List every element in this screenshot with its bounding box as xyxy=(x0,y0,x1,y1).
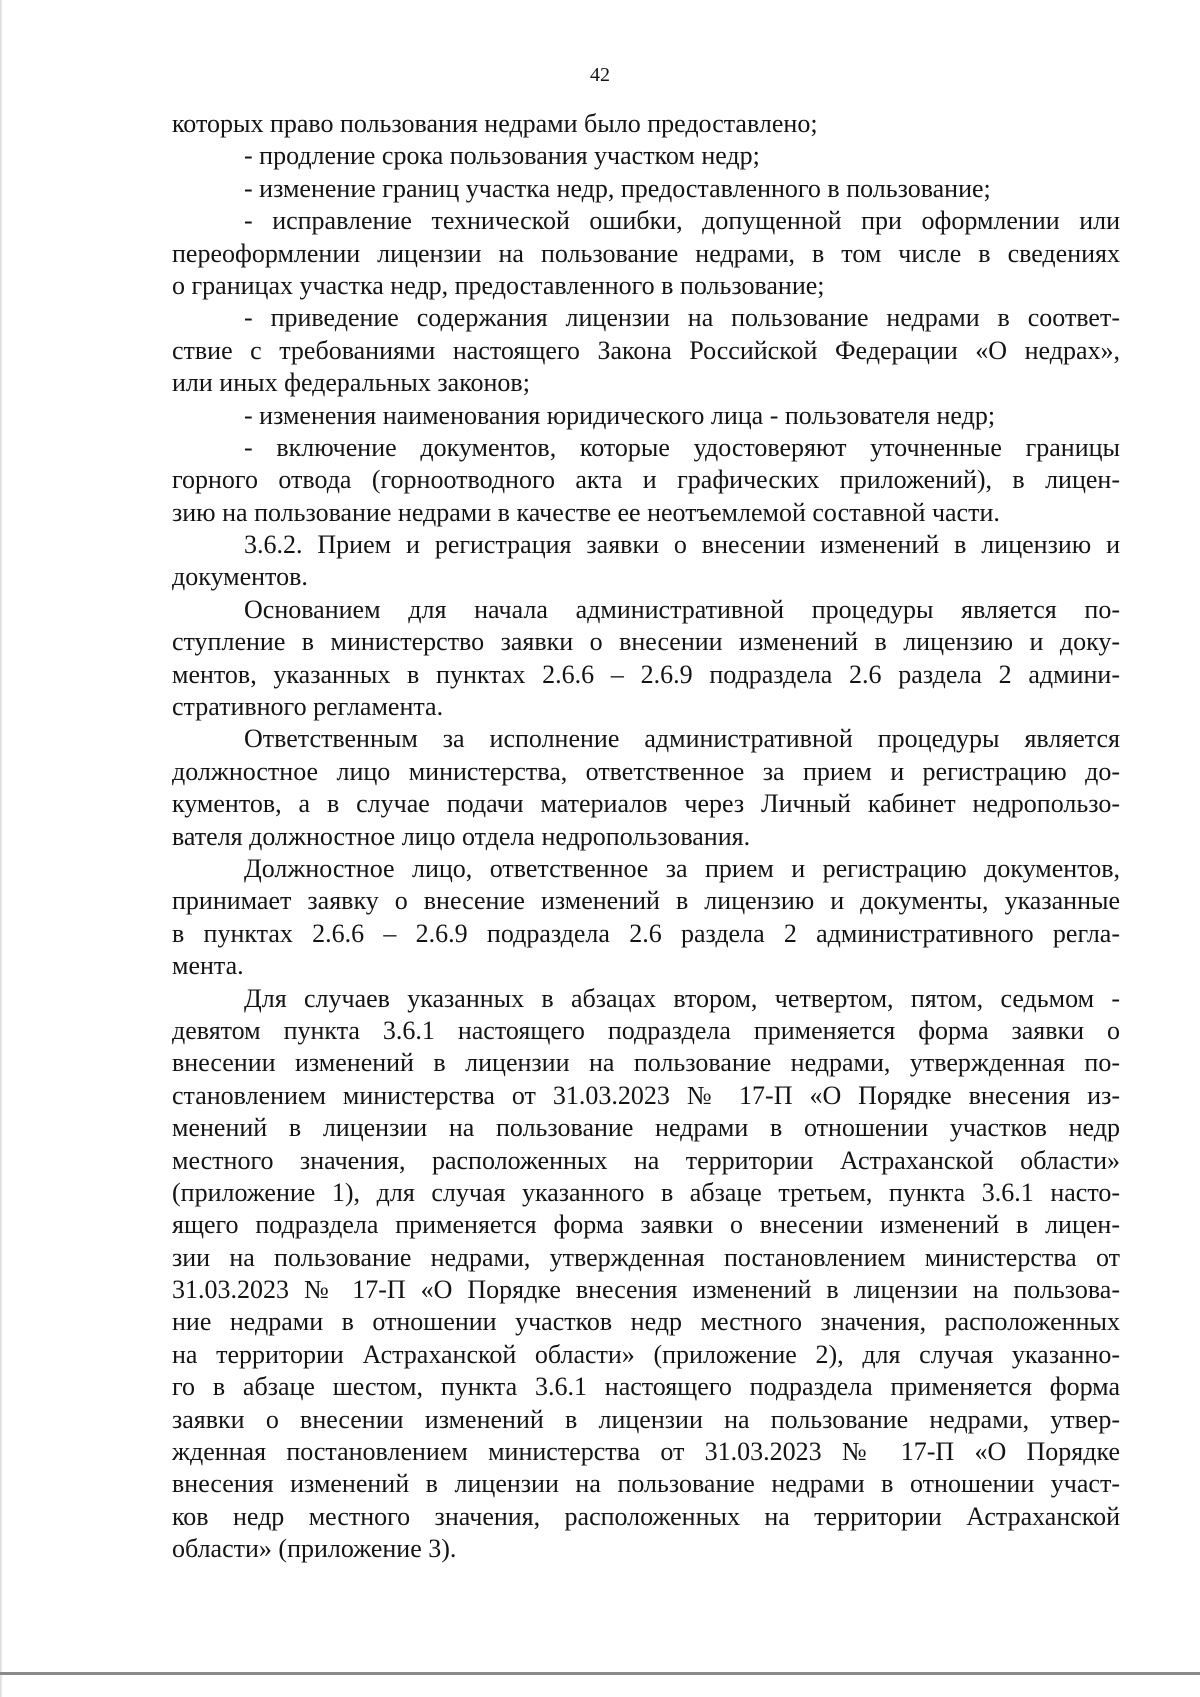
text-line: мента. xyxy=(172,951,244,981)
text-line: Для случаев указанных в абзацах втором, четвертом, пятом, седьмом - xyxy=(244,983,1120,1013)
text-line: горного отвода (горноотводного акта и графических приложений), в лицен- xyxy=(172,465,1120,495)
page-number: 42 xyxy=(590,64,610,86)
text-line: на территории Астраханской области» (приложение 2), для случая указанно- xyxy=(172,1339,1120,1369)
text-line: - приведение содержания лицензии на пользование недрами в соответ- xyxy=(244,303,1120,333)
text-line: - изменение границ участка недр, предоставленного в пользование; xyxy=(244,173,991,203)
text-line: заявки о внесении изменений в лицензии на пользование недрами, утвер- xyxy=(172,1404,1120,1434)
document-body xyxy=(172,108,1120,1566)
text-line: становлением министерства от 31.03.2023 № 17-П «О Порядке внесения из- xyxy=(172,1080,1120,1110)
text-line: которых право пользования недрами было предоставлено; xyxy=(172,109,818,138)
text-line: внесения изменений в лицензии на пользование недрами в отношении участ- xyxy=(172,1469,1120,1499)
text-line: зии на пользование недрами, утвержденная постановлением министерства от xyxy=(172,1242,1120,1272)
text-line: жденная постановлением министерства от 31.03.2023 № 17-П «О Порядке xyxy=(172,1437,1120,1467)
text-line: Ответственным за исполнение административной процедуры является xyxy=(244,724,1120,754)
text-line: или иных федеральных законов; xyxy=(172,368,530,398)
text-line: менений в лицензии на пользование недрами в отношении участков недр xyxy=(172,1113,1120,1143)
text-line: ков недр местного значения, расположенных на территории Астраханской xyxy=(172,1501,1120,1531)
text-line: ящего подраздела применяется форма заявки о внесении изменений в лицен- xyxy=(172,1210,1120,1240)
text-line: переоформлении лицензии на пользование недрами, в том числе в сведениях xyxy=(172,238,1120,268)
text-line: - включение документов, которые удостоверяют уточненные границы xyxy=(244,432,1120,462)
text-line: местного значения, расположенных на территории Астраханской области» xyxy=(172,1145,1120,1175)
text-line: - продление срока пользования участком недр; xyxy=(244,141,760,171)
text-line: области» (приложение 3). xyxy=(172,1534,457,1564)
text-line: принимает заявку о внесение изменений в лицензию и документы, указанные xyxy=(172,886,1120,916)
text-line: ментов, указанных в пунктах 2.6.6 – 2.6.9 подраздела 2.6 раздела 2 админи- xyxy=(172,659,1120,689)
text-line: внесении изменений в лицензии на пользование недрами, утвержденная по- xyxy=(172,1048,1120,1078)
text-line: ние недрами в отношении участков недр местного значения, расположенных xyxy=(172,1307,1120,1337)
text-line: 31.03.2023 № 17-П «О Порядке внесения изменений в лицензии на пользова- xyxy=(172,1275,1120,1305)
text-line: Основанием для начала административной процедуры является по- xyxy=(244,594,1120,624)
text-line: ствие с требованиями настоящего Закона Российской Федерации «О недрах», xyxy=(172,335,1120,365)
text-line: - изменения наименования юридического лица - пользователя недр; xyxy=(244,400,996,430)
text-line: стративного регламента. xyxy=(172,692,444,722)
text-line: 3.6.2. Прием и регистрация заявки о внесении изменений в лицензию и xyxy=(244,530,1120,560)
text-line: ступление в министерство заявки о внесении изменений в лицензию и доку- xyxy=(172,627,1120,657)
text-line: (приложение 1), для случая указанного в абзаце третьем, пункта 3.6.1 насто- xyxy=(172,1177,1120,1207)
text-line: го в абзаце шестом, пункта 3.6.1 настоящего подраздела применяется форма xyxy=(172,1372,1120,1402)
text-line: зию на пользование недрами в качестве ее неотъемлемой составной части. xyxy=(172,497,1000,527)
text-line: вателя должностное лицо отдела недропользования. xyxy=(172,821,751,851)
text-line: кументов, а в случае подачи материалов через Личный кабинет недропользо- xyxy=(172,789,1120,819)
text-line: о границах участка недр, предоставленного в пользование; xyxy=(172,270,825,300)
text-line: Должностное лицо, ответственное за прием и регистрацию документов, xyxy=(244,853,1120,883)
text-line: должностное лицо министерства, ответственное за прием и регистрацию до- xyxy=(172,756,1120,786)
text-line: в пунктах 2.6.6 – 2.6.9 подраздела 2.6 раздела 2 административного регла- xyxy=(172,918,1120,948)
text-line: документов. xyxy=(172,562,308,592)
scan-edge-bottom xyxy=(0,1672,1200,1675)
text-line: - исправление технической ошибки, допущенной при оформлении или xyxy=(244,206,1120,236)
scan-edge-left xyxy=(0,0,3,1697)
text-line: девятом пункта 3.6.1 настоящего подраздела применяется форма заявки о xyxy=(172,1015,1120,1045)
